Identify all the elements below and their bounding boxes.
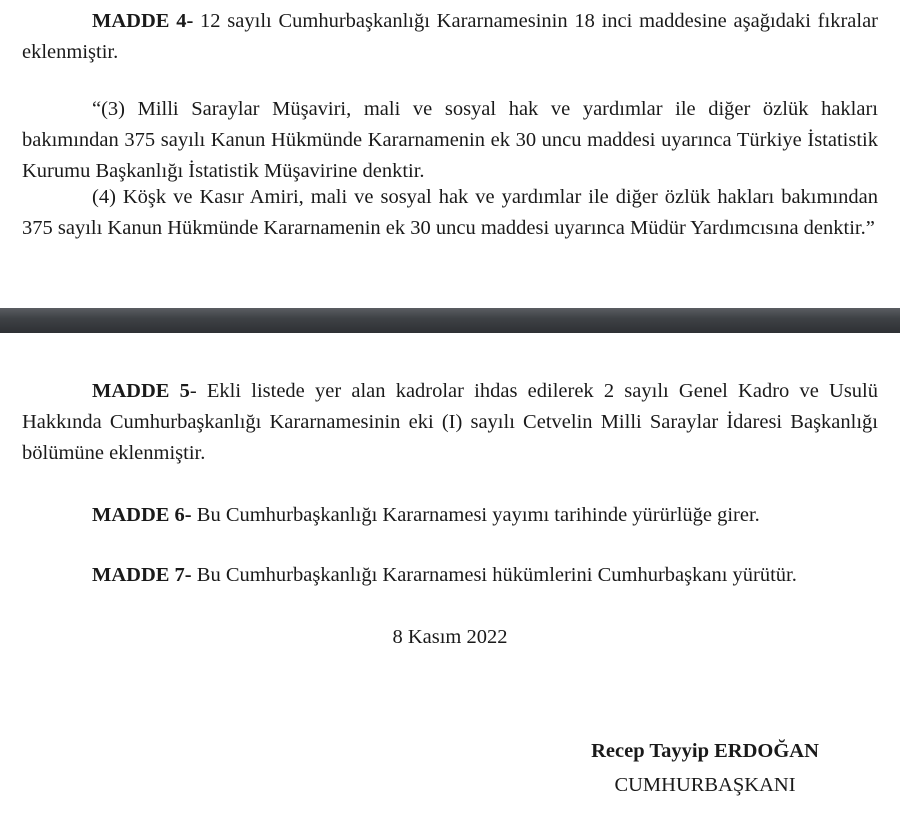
madde-5-text: - Ekli listede yer alan kadrolar ihdas edilerek 2 sayılı Genel Kadro ve Usulü Hakkında Cumhurbaşkanlığı Kararnamesinin eki (I) sayılı Cetvelin Milli Saraylar İdaresi Başkanlığı bölümüne eklenmiştir. [22, 380, 879, 464]
page-divider-bar [0, 308, 900, 333]
madde-7-label: MADDE 7- [92, 564, 192, 586]
madde-7-text: Bu Cumhurbaşkanlığı Kararnamesi hükümlerini Cumhurbaşkanı yürütür. [191, 564, 797, 586]
madde-6-label: MADDE 6- [92, 504, 192, 526]
signatory-title: CUMHURBAŞKANI [614, 774, 796, 796]
madde-4-paragraph [22, 6, 878, 68]
fikra-3-paragraph: “(3) Milli Saraylar Müşaviri, mali ve sosyal hak ve yardımlar ile diğer özlük hakları bakımından 375 sayılı Kanun Hükmünde Kararnamenin ek 30 uncu maddesi uyarınca Türkiye İstatistik Kurumu Başkanlığı İstatistik Müşavirine denktir. [22, 98, 878, 182]
decree-date: 8 Kasım 2022 [392, 626, 508, 648]
madde-4-label: MADDE 4- [92, 10, 194, 32]
madde-6-text: Bu Cumhurbaşkanlığı Kararnamesi yayımı tarihinde yürürlüğe girer. [191, 504, 760, 526]
madde-7-paragraph [22, 560, 878, 591]
fikra-4-paragraph: (4) Köşk ve Kasır Amiri, mali ve sosyal hak ve yardımlar ile diğer özlük hakları bakımından 375 sayılı Kanun Hükmünde Kararnamenin ek 30 uncu maddesi uyarınca Müdür Yardımcısına denktir.” [22, 186, 878, 239]
madde-6-paragraph [22, 500, 878, 531]
signatory-name: Recep Tayyip ERDOĞAN [591, 740, 819, 762]
madde-5-label: MADDE 5 [92, 380, 190, 402]
madde-4-text: 12 sayılı Cumhurbaşkanlığı Kararnamesinin 18 inci maddesine aşağıdaki fıkralar eklenmiştir. [22, 10, 879, 63]
madde-5-paragraph [22, 376, 878, 469]
